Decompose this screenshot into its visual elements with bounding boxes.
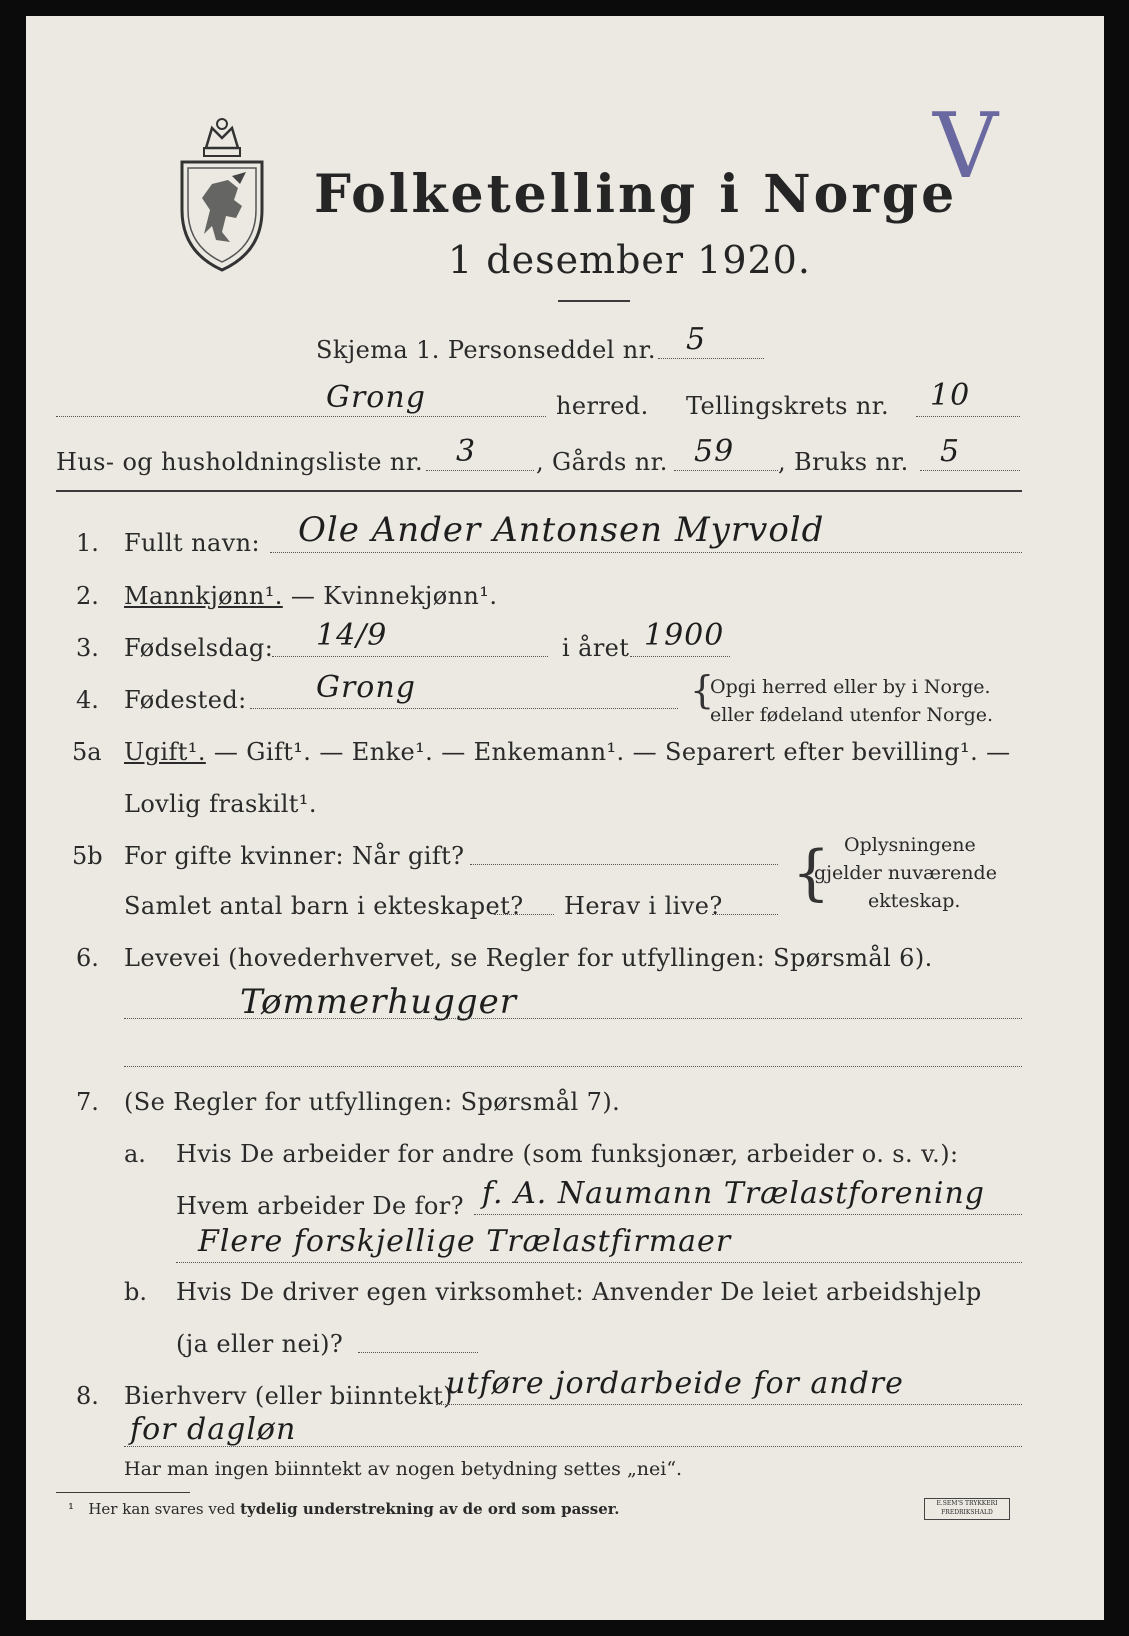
q1-number: 1. <box>76 529 99 557</box>
occupation-value: Tømmerhugger <box>240 982 518 1022</box>
q7a-letter: a. <box>124 1140 146 1168</box>
tellingskrets-dotline <box>916 416 1020 417</box>
q8-number: 8. <box>76 1382 99 1410</box>
full-name-value: Ole Ander Antonsen Myrvold <box>298 510 825 550</box>
children-alive-dotline <box>712 914 778 915</box>
q6-number: 6. <box>76 944 99 972</box>
herred-dotline <box>56 416 546 417</box>
footnote <box>68 1500 620 1518</box>
male-option: Mannkjønn¹. <box>124 582 283 610</box>
gards-dotline <box>674 470 778 471</box>
birthplace-dotline <box>250 708 678 709</box>
header-rule <box>56 490 1022 492</box>
skjema-label: Skjema 1. Personseddel nr. <box>316 336 656 364</box>
form-subtitle: 1 desember 1920. <box>448 238 811 282</box>
gards-label: , Gårds nr. <box>536 448 668 476</box>
bruks-value: 5 <box>940 434 961 469</box>
q3-label: Fødselsdag: <box>124 634 274 662</box>
bruks-label: , Bruks nr. <box>778 448 909 476</box>
side-income-dotline2 <box>124 1446 1022 1447</box>
q5b-brace: { <box>792 838 831 908</box>
ugift-option: Ugift¹. <box>124 738 206 766</box>
side-income-dotline1 <box>436 1404 1022 1405</box>
skjema-dotline <box>658 358 764 359</box>
married-when-dotline <box>470 864 778 865</box>
personseddel-number: 5 <box>686 322 707 357</box>
footnote-rule <box>56 1492 190 1493</box>
q1-label: Fullt navn: <box>124 529 261 557</box>
q1-dotline <box>270 552 1022 553</box>
tellingskrets-value: 10 <box>930 378 971 413</box>
q7a-label: Hvis De arbeider for andre (som funksjonær, arbeider o. s. v.): <box>176 1140 959 1168</box>
employer-dotline2 <box>176 1262 1022 1263</box>
hired-help-dotline <box>358 1352 478 1353</box>
year-label: i året <box>562 634 630 662</box>
herred-value: Grong <box>326 380 426 415</box>
q7b-letter: b. <box>124 1278 147 1306</box>
footnote-emphasis: tydelig understrekning av de ord som passer. <box>240 1500 620 1518</box>
husholdningsliste-value: 3 <box>456 434 477 469</box>
q2-number: 2. <box>76 582 99 610</box>
tellingskrets-label: Tellingskrets nr. <box>686 392 890 420</box>
q4-number: 4. <box>76 686 99 714</box>
employer-label: Hvem arbeider De for? <box>176 1192 464 1220</box>
q4-note-line1: Opgi herred eller by i Norge. <box>710 676 991 698</box>
q3-number: 3. <box>76 634 99 662</box>
year-dotline <box>630 656 730 657</box>
q6-label: Levevei (hovederhvervet, se Regler for utfyllingen: Spørsmål 6). <box>124 944 933 972</box>
q2-separator: — <box>290 582 316 610</box>
hired-help-label: (ja eller nei)? <box>176 1330 344 1358</box>
birthplace-value: Grong <box>316 670 416 705</box>
q5b-note-line1: Oplysningene <box>844 834 976 856</box>
q4-label: Fødested: <box>124 686 247 714</box>
q5b-note-line2: gjelder nuværende <box>814 862 997 884</box>
q4-brace: { <box>690 668 715 712</box>
occupation-dotline2 <box>124 1066 1022 1067</box>
employer-value-line2: Flere forskjellige Trælastfirmaer <box>198 1224 732 1259</box>
footnote-mark: ¹ <box>68 1500 75 1518</box>
gards-value: 59 <box>694 434 735 469</box>
q5b-number: 5b <box>72 842 103 870</box>
q7-number: 7. <box>76 1088 99 1116</box>
census-form <box>26 16 1104 1620</box>
bruks-dotline <box>920 470 1020 471</box>
side-income-value-line1: utføre jordarbeide for andre <box>446 1366 904 1401</box>
birthday-dotline <box>272 656 548 657</box>
q8-label: Bierhverv (eller biinntekt) <box>124 1382 453 1410</box>
birth-year-value: 1900 <box>644 618 725 653</box>
lovlig-fraskilt-option: Lovlig fraskilt¹. <box>124 790 317 818</box>
title-divider <box>558 300 630 302</box>
side-income-value-line2: for dagløn <box>130 1412 297 1447</box>
herred-label: herred. <box>556 392 649 420</box>
hus-label: Hus- og husholdningsliste nr. <box>56 448 423 476</box>
q2-options <box>124 582 497 610</box>
employer-dotline1 <box>474 1214 1022 1215</box>
footnote-text: Her kan svares ved <box>88 1500 236 1518</box>
q8-note: Har man ingen biinntekt av nogen betydning settes „nei“. <box>124 1458 683 1480</box>
employer-value-line1: f. A. Naumann Trælastforening <box>482 1176 985 1211</box>
q4-note-line2: eller fødeland utenfor Norge. <box>710 704 994 726</box>
children-count-dotline <box>494 914 554 915</box>
q5a-number: 5a <box>72 738 102 766</box>
q5a-options <box>124 738 1011 766</box>
married-when-label: For gifte kvinner: Når gift? <box>124 842 465 870</box>
q5b-note-line3: ekteskap. <box>868 890 961 912</box>
marital-other-options: — Gift¹. — Enke¹. — Enkemann¹. — Separert efter bevilling¹. — <box>213 738 1011 766</box>
hus-dotline <box>426 470 534 471</box>
children-count-label: Samlet antal barn i ekteskapet? <box>124 892 524 920</box>
q7-label: (Se Regler for utfyllingen: Spørsmål 7). <box>124 1088 621 1116</box>
female-option: Kvinnekjønn¹. <box>323 582 498 610</box>
birthday-value: 14/9 <box>316 618 388 653</box>
children-alive-label: Herav i live? <box>564 892 723 920</box>
form-title: Folketelling i Norge <box>314 164 958 225</box>
printer-stamp: E.SEM'S TRYKKERI FREDRIKSHALD <box>924 1498 1010 1520</box>
coat-of-arms-icon <box>176 114 268 274</box>
occupation-dotline1 <box>124 1018 1022 1019</box>
q7b-label: Hvis De driver egen virksomhet: Anvender De leiet arbeidshjelp <box>176 1278 982 1306</box>
corner-check-mark: V <box>933 94 999 199</box>
